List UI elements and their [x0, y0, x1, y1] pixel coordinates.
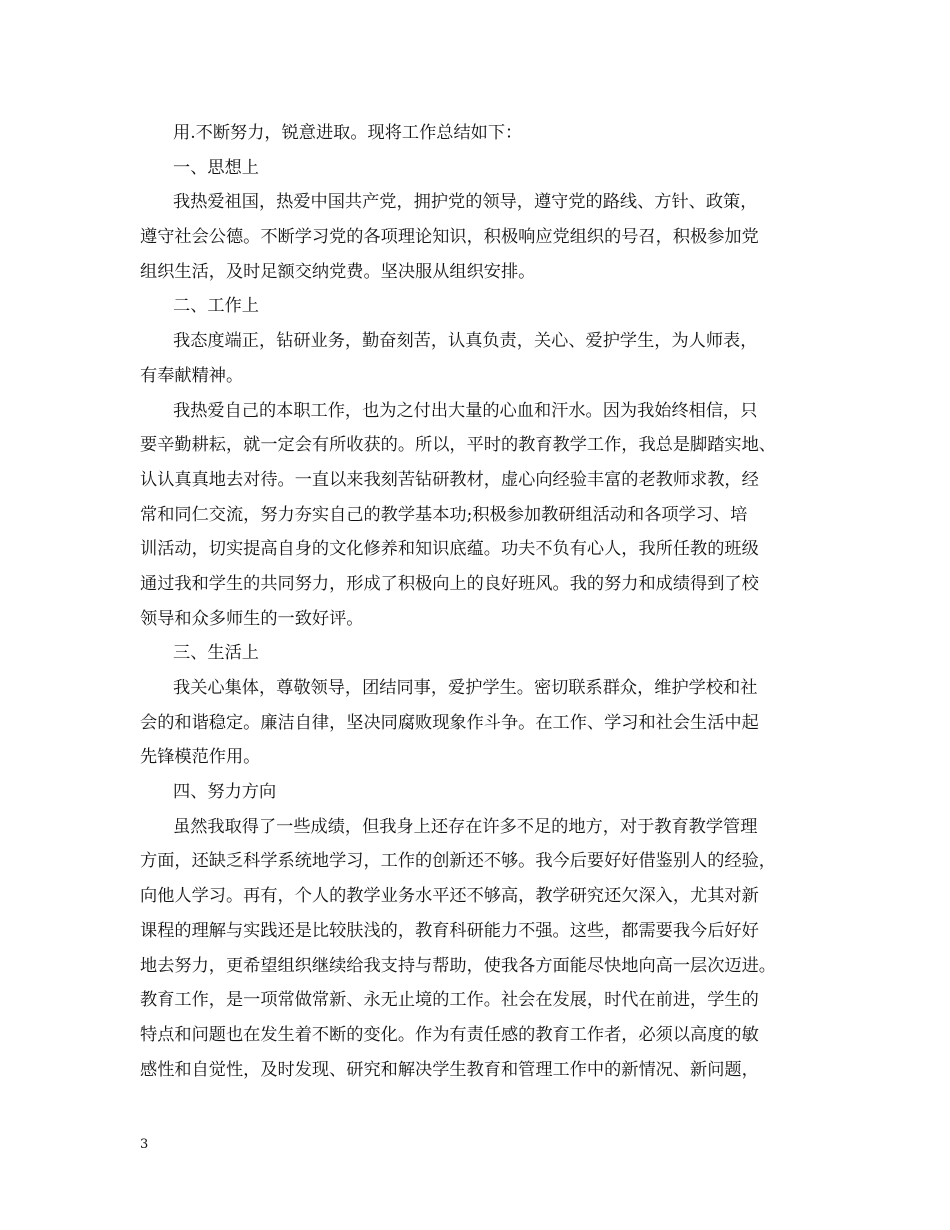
text-line: 三、生活上 [173, 643, 259, 664]
text-line: 有奉献精神。 [140, 365, 244, 386]
text-line: 领导和众多师生的一致好评。 [140, 608, 364, 629]
page-number: 3 [140, 1137, 149, 1152]
text-line: 一、思想上 [173, 157, 259, 178]
document-body [140, 116, 812, 1087]
text-line: 我关心集体，尊敬领导，团结同事，爱护学生。密切联系群众，维护学校和社 [173, 678, 758, 698]
text-line: 会的和谐稳定。廉洁自律，坚决同腐败现象作斗争。在工作、学习和社会生活中起 [140, 712, 759, 733]
text-line: 教育工作，是一项常做常新、永无止境的工作。社会在发展，时代在前进，学生的 [140, 990, 759, 1011]
text-line: 感性和自觉性，及时发现、研究和解决学生教育和管理工作中的新情况、新问题， [140, 1059, 759, 1080]
text-line: 我态度端正，钻研业务，勤奋刻苦，认真负责，关心、爱护学生，为人师表， [173, 331, 758, 352]
text-line: 虽然我取得了一些成绩，但我身上还存在许多不足的地方，对于教育教学管理 [173, 816, 758, 837]
text-line: 通过我和学生的共同努力，形成了积极向上的良好班风。我的努力和成绩得到了校 [140, 573, 759, 594]
text-line: 用.不断努力，锐意进取。现将工作总结如下： [173, 123, 523, 143]
text-line: 方面，还缺乏科学系统地学习，工作的创新还不够。我今后要好好借鉴别人的经验， [140, 851, 776, 872]
text-line: 要辛勤耕耘，就一定会有所收获的。所以，平时的教育教学工作，我总是脚踏实地、 [140, 435, 776, 456]
text-line: 先锋模范作用。 [140, 747, 261, 768]
text-line: 组织生活，及时足额交纳党费。坚决服从组织安排。 [140, 261, 536, 282]
text-line: 向他人学习。再有，个人的教学业务水平还不够高，教学研究还欠深入，尤其对新 [140, 886, 759, 907]
text-line: 我热爱自己的本职工作，也为之付出大量的心血和汗水。因为我始终相信，只 [173, 400, 758, 421]
text-line: 常和同仁交流，努力夯实自己的教学基本功;积极参加教研组活动和各项学习、培 [140, 504, 748, 525]
text-line: 认认真真地去对待。一直以来我刻苦钻研教材，虚心向经验丰富的老教师求教，经 [140, 469, 759, 490]
text-line: 四、努力方向 [173, 782, 277, 803]
text-line: 我热爱祖国，热爱中国共产党，拥护党的领导，遵守党的路线、方针、政策， [173, 192, 758, 213]
text-line: 训活动，切实提高自身的文化修养和知识底蕴。功夫不负有心人，我所任教的班级 [140, 539, 759, 560]
text-line: 二、工作上 [173, 296, 259, 317]
text-line: 遵守社会公德。不断学习党的各项理论知识，积极响应党组织的号召，积极参加党 [140, 227, 759, 248]
text-line: 特点和问题也在发生着不断的变化。作为有责任感的教育工作者，必须以高度的敏 [140, 1024, 759, 1045]
text-line: 地去努力，更希望组织继续给我支持与帮助，使我各方面能尽快地向高一层次迈进。 [140, 955, 776, 976]
text-line: 课程的理解与实践还是比较肤浅的，教育科研能力不强。这些，都需要我今后好好 [140, 920, 759, 941]
